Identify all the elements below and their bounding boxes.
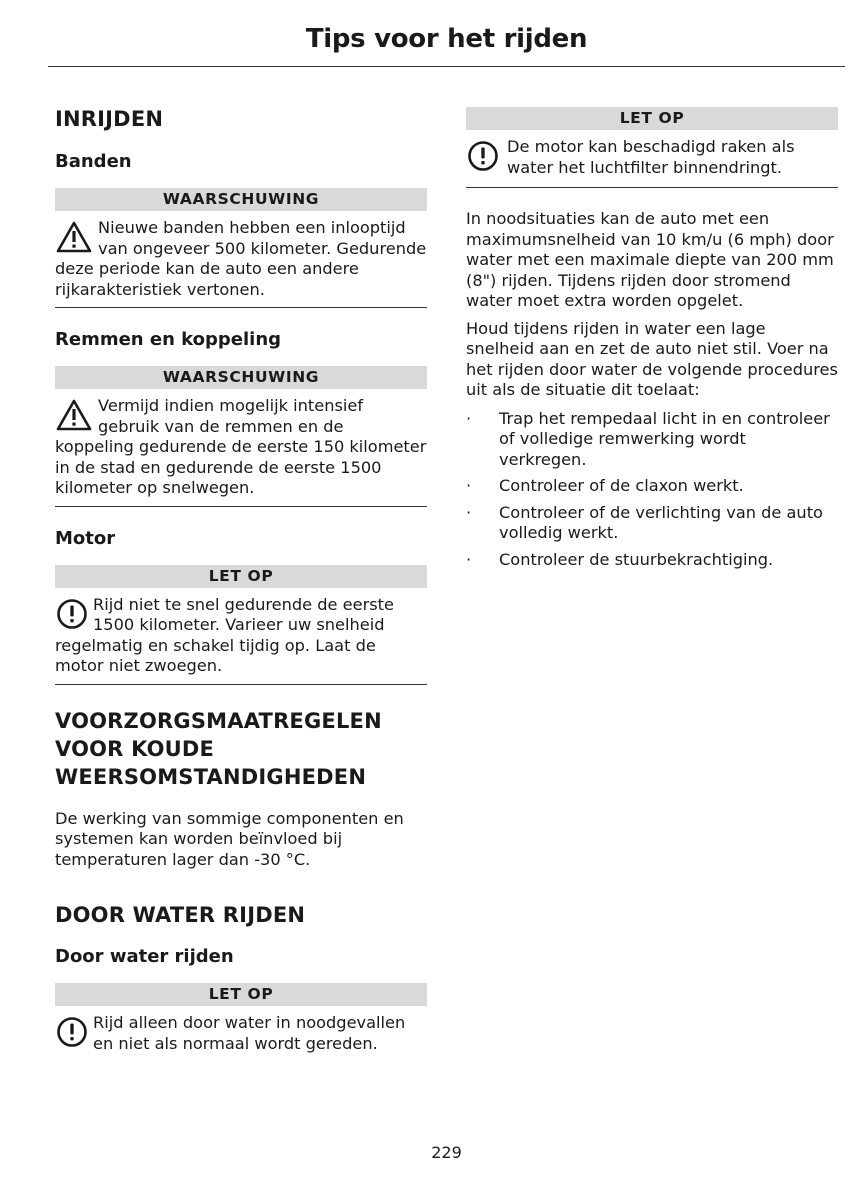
bullet-icon: ·	[466, 476, 472, 495]
warning-box-label: WAARSCHUWING	[55, 188, 427, 211]
caution-box-body	[55, 1006, 427, 1061]
subheading-water: Door water rijden	[55, 946, 234, 967]
caution-box-body	[55, 588, 427, 685]
paragraph-procedures: Houd tijdens rijden in water een lage snelheid aan en zet de auto niet stil. Voer na het rijden door water de volgende procedures uit als de situatie dit toelaat:	[466, 318, 838, 399]
section-heading-inrijden: INRIJDEN	[55, 107, 164, 131]
warning-triangle-icon	[56, 221, 92, 259]
warning-box-label: WAARSCHUWING	[55, 366, 427, 389]
title-divider	[48, 66, 845, 67]
caution-box-water	[55, 983, 427, 1061]
warning-triangle-icon	[56, 399, 92, 437]
paragraph-koude: De werking van sommige componenten en systemen kan worden beïnvloed bij temperaturen lager dan -30 °C.	[55, 808, 404, 869]
list-item: · Controleer of de claxon werkt.	[466, 476, 744, 495]
caution-text-luchtfilter: De motor kan beschadigd raken als water het luchtfilter binnendringt.	[507, 137, 795, 177]
section-heading-water: DOOR WATER RIJDEN	[55, 903, 306, 927]
exclamation-circle-icon	[56, 1016, 88, 1054]
list-item: · Trap het rempedaal licht in en controleer of volledige remwerking wordt verkregen.	[466, 408, 830, 469]
warning-box-body	[55, 211, 427, 308]
right-column	[466, 107, 838, 576]
list-item: · Controleer de stuurbekrachtiging.	[466, 549, 774, 569]
paragraph-noodsituaties: In noodsituaties kan de auto met een maximumsnelheid van 10 km/u (6 mph) door water met een maximale diepte van 200 mm (8") rijden. Tijdens rijden door stromend water moet extra worden opgelet.	[466, 209, 834, 310]
warning-text-remmen: Vermijd indien mogelijk intensief gebruik van de remmen en de koppeling gedurende de eerste 150 kilometer in de stad en gedurende de eerste 1500 kilometer op snelwegen.	[55, 396, 427, 497]
caution-box-motor	[55, 565, 427, 685]
caution-box-body	[466, 130, 838, 188]
exclamation-circle-icon	[467, 140, 499, 178]
warning-box-body	[55, 389, 427, 507]
caution-box-label: LET OP	[55, 565, 427, 588]
subheading-motor: Motor	[55, 527, 116, 549]
list-item: · Controleer of de verlichting van de auto volledig werkt.	[466, 502, 823, 542]
procedure-list	[466, 409, 838, 571]
subheading-remmen: Remmen en koppeling	[55, 329, 282, 350]
caution-box-label: LET OP	[466, 107, 838, 130]
bullet-icon: ·	[466, 549, 472, 569]
left-column	[55, 105, 427, 1061]
exclamation-circle-icon	[56, 598, 88, 636]
page-number: 229	[431, 1143, 462, 1162]
warning-text-banden: Nieuwe banden hebben een inlooptijd van ongeveer 500 kilometer. Gedurende deze periode kan de auto een andere rijkarakteristiek vertonen.	[55, 218, 427, 299]
caution-box-luchtfilter	[466, 107, 838, 188]
caution-text-motor: Rijd niet te snel gedurende de eerste 1500 kilometer. Varieer uw snelheid regelmatig en schakel tijdig op. Laat de motor niet zwoegen.	[55, 594, 394, 675]
section-heading-koude: VOORZORGSMAATREGELEN VOOR KOUDE WEERSOMSTANDIGHEDEN	[55, 708, 382, 789]
page-title: Tips voor het rijden	[305, 24, 588, 54]
warning-box-remmen	[55, 366, 427, 507]
bullet-icon: ·	[466, 408, 472, 428]
caution-text-water: Rijd alleen door water in noodgevallen en niet als normaal wordt gereden.	[93, 1013, 406, 1053]
caution-box-label: LET OP	[55, 983, 427, 1006]
warning-box-banden	[55, 188, 427, 308]
subheading-banden: Banden	[55, 151, 132, 172]
bullet-icon: ·	[466, 502, 472, 522]
